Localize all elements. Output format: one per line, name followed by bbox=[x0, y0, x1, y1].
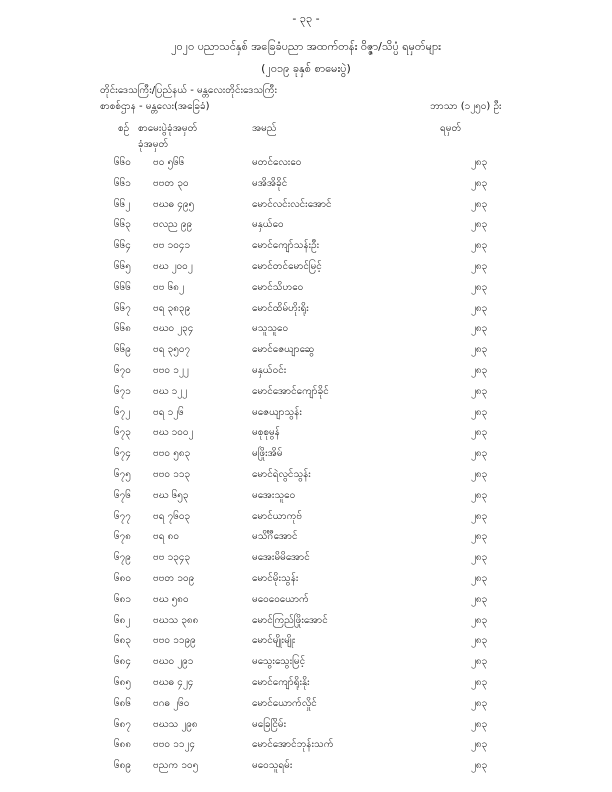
table-row bbox=[0, 360, 612, 381]
row-marks: ၂၈၃ bbox=[471, 302, 488, 314]
row-number: ၆၈၅ bbox=[114, 676, 131, 688]
row-marks: ၂၈၃ bbox=[471, 531, 488, 543]
row-number: ၆၇၅ bbox=[114, 468, 131, 480]
row-number: ၆၈၈ bbox=[114, 739, 132, 751]
row-marks: ၂၈၃ bbox=[471, 281, 488, 293]
row-exam-no: ဗလည ၉၉ bbox=[153, 219, 193, 231]
row-number: ၆၇၆ bbox=[114, 489, 131, 501]
row-exam-no: ဗရ ၃၅၀၇ bbox=[153, 344, 191, 356]
row-number: ၆၆၆ bbox=[114, 281, 131, 293]
row-name: မနှယ်ဝေ bbox=[252, 219, 284, 231]
row-marks: ၂၈၃ bbox=[471, 593, 488, 605]
table-row bbox=[0, 402, 612, 423]
table-row bbox=[0, 755, 612, 776]
row-name: မဝေသူရမ်း bbox=[252, 760, 293, 772]
row-exam-no: ဗဃ၀ ၂၉၁ bbox=[153, 656, 194, 668]
row-number: ၆၆၃ bbox=[114, 219, 131, 231]
row-name: မောင်မျိုးမျိုး bbox=[252, 635, 296, 647]
row-name: မစုစုမွန် bbox=[252, 427, 280, 439]
table-row bbox=[0, 651, 612, 672]
row-marks: ၂၈၃ bbox=[471, 614, 488, 626]
row-exam-no: ဗဃသ ၂၉၈ bbox=[153, 718, 198, 730]
row-name: မအေးမိမိအောင် bbox=[252, 552, 310, 564]
row-exam-no: ဗရ ၁၂၆ bbox=[153, 406, 184, 418]
table-row bbox=[0, 526, 612, 547]
row-exam-no: ဗဝ ၅၆၆ bbox=[153, 157, 185, 168]
table-row bbox=[0, 381, 612, 402]
table-row bbox=[0, 734, 612, 755]
row-marks: ၂၈၃ bbox=[471, 760, 488, 772]
row-exam-no: ဗဗ၀ ၅၈၃ bbox=[153, 448, 191, 460]
row-name: မသွေးသွေးမြင့် bbox=[252, 656, 306, 668]
row-exam-no: ဗဃ ၁၂၂ bbox=[153, 385, 188, 397]
page-number: - ၃၃ - bbox=[292, 12, 320, 25]
row-number: ၆၈၀ bbox=[114, 572, 131, 584]
table-row bbox=[0, 298, 612, 319]
region-label: တိုင်းဒေသကြီး/ပြည်နယ် - မန္တလေးတိုင်းဒေသကြီး bbox=[100, 85, 277, 96]
row-number: ၆၈၉ bbox=[114, 760, 131, 772]
row-marks: ၂၈၃ bbox=[471, 676, 488, 688]
row-exam-no: ဗဃဓ ၄၉၅ bbox=[153, 198, 195, 210]
row-name: မသူသူဝေ bbox=[252, 323, 289, 335]
table-row bbox=[0, 630, 612, 651]
table-row bbox=[0, 693, 612, 714]
table-row bbox=[0, 714, 612, 735]
row-exam-no: ဗဗ ၁၀၄၁ bbox=[153, 240, 191, 252]
header-exam-no-line1: စာမေးပွဲခုံအမှတ် bbox=[138, 123, 198, 134]
row-name: မောင်ကျော်သန်းဦး bbox=[252, 240, 320, 252]
row-number: ၆၈၄ bbox=[114, 656, 131, 668]
row-marks: ၂၈၃ bbox=[471, 572, 488, 584]
table-row bbox=[0, 589, 612, 610]
row-number: ၆၇၁ bbox=[114, 385, 131, 397]
row-name: မဖြိုးအိမ် bbox=[252, 448, 283, 460]
table-row bbox=[0, 422, 612, 443]
row-number: ၆၈၇ bbox=[114, 718, 131, 730]
row-exam-no: ဗဃသ ၃၈၈ bbox=[153, 614, 199, 626]
document-subtitle: (၂၀၁၉ ခုနှစ် စာမေးပွဲ) bbox=[261, 62, 351, 75]
row-name: မောင်မိုးသွန်း bbox=[252, 572, 299, 584]
table-row bbox=[0, 194, 612, 215]
table-row bbox=[0, 506, 612, 527]
row-exam-no: ဗဂဓ ၂၆၀ bbox=[153, 697, 190, 709]
row-exam-no: ဗဗ ၁၃၄၃ bbox=[153, 552, 191, 564]
row-exam-no: ဗဗတ ၁၀၉ bbox=[153, 572, 195, 584]
row-name: မတင်လေးဝေ bbox=[252, 157, 302, 168]
row-marks: ၂၈၃ bbox=[471, 198, 488, 210]
row-marks: ၂၈၃ bbox=[471, 364, 488, 376]
row-exam-no: ဗဗ၀ ၁၁၂၄ bbox=[153, 739, 196, 751]
table-row bbox=[0, 672, 612, 693]
row-exam-no: ဗရ ၈၀ bbox=[153, 531, 179, 543]
table-row bbox=[0, 485, 612, 506]
row-number: ၆၇၃ bbox=[114, 427, 131, 439]
row-name: မအိအိခိုင် bbox=[252, 177, 288, 189]
row-name: မနှယ်ဝင်း bbox=[252, 364, 287, 376]
row-marks: ၂၈၃ bbox=[471, 344, 488, 356]
row-number: ၆၈၂ bbox=[114, 614, 131, 626]
row-marks: ၂၈၃ bbox=[471, 739, 488, 751]
table-row bbox=[0, 339, 612, 360]
row-exam-no: ဗဃ ၆၅၃ bbox=[153, 489, 189, 501]
row-name: မခြေငြိမ်း bbox=[252, 718, 287, 730]
row-marks: ၂၈၃ bbox=[471, 510, 488, 522]
row-exam-no: ဗရ ၃၈၃၉ bbox=[153, 302, 191, 314]
row-name: မောင်ရဲလွင်သွန်း bbox=[252, 468, 311, 480]
header-name: အမည် bbox=[252, 123, 277, 134]
row-number: ၆၇၄ bbox=[114, 448, 131, 460]
row-exam-no: ဗဗ၀ ၁၂၂ bbox=[153, 364, 189, 376]
row-name: မောင်ကြည်ဖြိုးအောင် bbox=[252, 614, 328, 626]
row-number: ၆၇၇ bbox=[114, 510, 131, 522]
row-exam-no: ဗဃဓ ၄၂၄ bbox=[153, 676, 194, 688]
header-marks: ရမှတ် bbox=[440, 123, 462, 134]
row-name: မဇေယျာသွန်း bbox=[252, 406, 302, 418]
row-exam-no: ဗဗ၀ ၁၁၉၉ bbox=[153, 635, 196, 647]
row-name: မောင်လင်းလင်းအောင် bbox=[252, 198, 332, 210]
table-row bbox=[0, 235, 612, 256]
row-marks: ၂၈၃ bbox=[471, 427, 488, 439]
header-exam-no-line2: ခုံအမှတ် bbox=[138, 139, 169, 150]
row-number: ၆၆၈ bbox=[114, 323, 131, 335]
row-exam-no: ဗဗ၀ ၁၁၃ bbox=[153, 468, 191, 480]
row-marks: ၂၈၃ bbox=[471, 448, 488, 460]
table-row bbox=[0, 256, 612, 277]
row-name: မဝေဝေယောက် bbox=[252, 593, 309, 605]
row-marks: ၂၈၃ bbox=[471, 656, 488, 668]
table-row bbox=[0, 610, 612, 631]
results-table bbox=[0, 152, 612, 776]
header-exam-no bbox=[138, 121, 197, 153]
row-marks: ၂၈၃ bbox=[471, 718, 488, 730]
row-name: မောင်အောင်ကျော်ခိုင် bbox=[252, 385, 329, 397]
table-row bbox=[0, 568, 612, 589]
row-exam-no: ဗညက ၁၀၅ bbox=[153, 760, 199, 772]
row-marks: ၂၈၃ bbox=[471, 468, 488, 480]
subject-count-label: ဘာသာ (၁၂၅၀) ဦး bbox=[430, 101, 502, 112]
row-number: ၆၈၁ bbox=[114, 593, 131, 605]
row-marks: ၂၈၃ bbox=[471, 385, 488, 397]
document-title: ၂၀၂၀ ပညာသင်နှစ် အခြေခံပညာ အထက်တန်း ဝိဇ္ဇာ/သိပ္ပံ ရမှတ်များ bbox=[171, 40, 441, 53]
row-name: မောင်ထိမ်ဟိုးရိုး bbox=[252, 302, 309, 314]
row-number: ၆၆၇ bbox=[114, 302, 131, 314]
row-number: ၆၆၄ bbox=[114, 240, 131, 252]
row-marks: ၂၈၃ bbox=[471, 219, 488, 231]
row-marks: ၂၈၃ bbox=[471, 635, 488, 647]
row-marks: ၂၈၃ bbox=[471, 177, 488, 189]
row-exam-no: ဗဗတ ၃၀ bbox=[153, 177, 189, 189]
row-name: မောင်ယောက်လှိုင် bbox=[252, 697, 317, 709]
table-row bbox=[0, 547, 612, 568]
row-number: ၆၆၂ bbox=[114, 198, 131, 210]
row-number: ၆၇၂ bbox=[114, 406, 131, 418]
row-name: မောင်ယာကုဗ် bbox=[252, 510, 303, 522]
row-number: ၆၈၆ bbox=[114, 697, 131, 709]
row-marks: ၂၈၃ bbox=[471, 240, 488, 252]
row-exam-no: ဗဗ ၆၈၂ bbox=[153, 281, 184, 293]
row-marks: ၂၈၃ bbox=[471, 552, 488, 564]
row-number: ၆၆၅ bbox=[114, 260, 131, 272]
table-row bbox=[0, 318, 612, 339]
row-name: မသိင်္ဂီအောင် bbox=[252, 531, 298, 543]
row-marks: ၂၈၃ bbox=[471, 697, 488, 709]
row-marks: ၂၈၃ bbox=[471, 489, 488, 501]
row-number: ၆၆၉ bbox=[114, 344, 131, 356]
row-exam-no: ဗဃ ၂၀၀၂ bbox=[153, 260, 193, 272]
row-number: ၆၇၉ bbox=[114, 552, 131, 564]
row-marks: ၂၈၃ bbox=[471, 406, 488, 418]
table-row bbox=[0, 464, 612, 485]
row-exam-no: ဗဃ ၅၈၀ bbox=[153, 593, 189, 605]
row-marks: ၂၈၃ bbox=[471, 323, 488, 335]
header-no: စဉ် bbox=[118, 123, 130, 134]
table-row bbox=[0, 443, 612, 464]
row-marks: ၂၈၃ bbox=[471, 157, 488, 168]
row-number: ၆၈၃ bbox=[114, 635, 131, 647]
row-name: မအေးသူဝေ bbox=[252, 489, 296, 501]
row-number: ၆၆၀ bbox=[114, 157, 131, 168]
row-number: ၆၇၀ bbox=[114, 364, 131, 376]
row-exam-no: ဗဃ၀ ၂၃၄ bbox=[153, 323, 194, 335]
row-exam-no: ဗရ ၇၆၀၃ bbox=[153, 510, 191, 522]
row-number: ၆၆၁ bbox=[114, 177, 131, 189]
table-row bbox=[0, 173, 612, 194]
table-row bbox=[0, 214, 612, 235]
row-name: မောင်အောင်ဘုန်းသက် bbox=[252, 739, 334, 751]
exam-center-label: စာစစ်ဌာန - မန္တလေး(အခြေခံ) bbox=[100, 101, 210, 112]
row-exam-no: ဗဃ ၁၀၀၂ bbox=[153, 427, 194, 439]
row-name: မောင်ဇေယျာဆွေ bbox=[252, 344, 315, 356]
row-name: မောင်ကျော်ရိုးနိုး bbox=[252, 676, 310, 688]
row-name: မောင်တင်မောင်မြင့် bbox=[252, 260, 322, 272]
row-name: မောင်သိဟဝေ bbox=[252, 281, 304, 293]
table-row bbox=[0, 277, 612, 298]
row-marks: ၂၈၃ bbox=[471, 260, 488, 272]
table-row bbox=[0, 152, 612, 173]
row-number: ၆၇၈ bbox=[114, 531, 131, 543]
